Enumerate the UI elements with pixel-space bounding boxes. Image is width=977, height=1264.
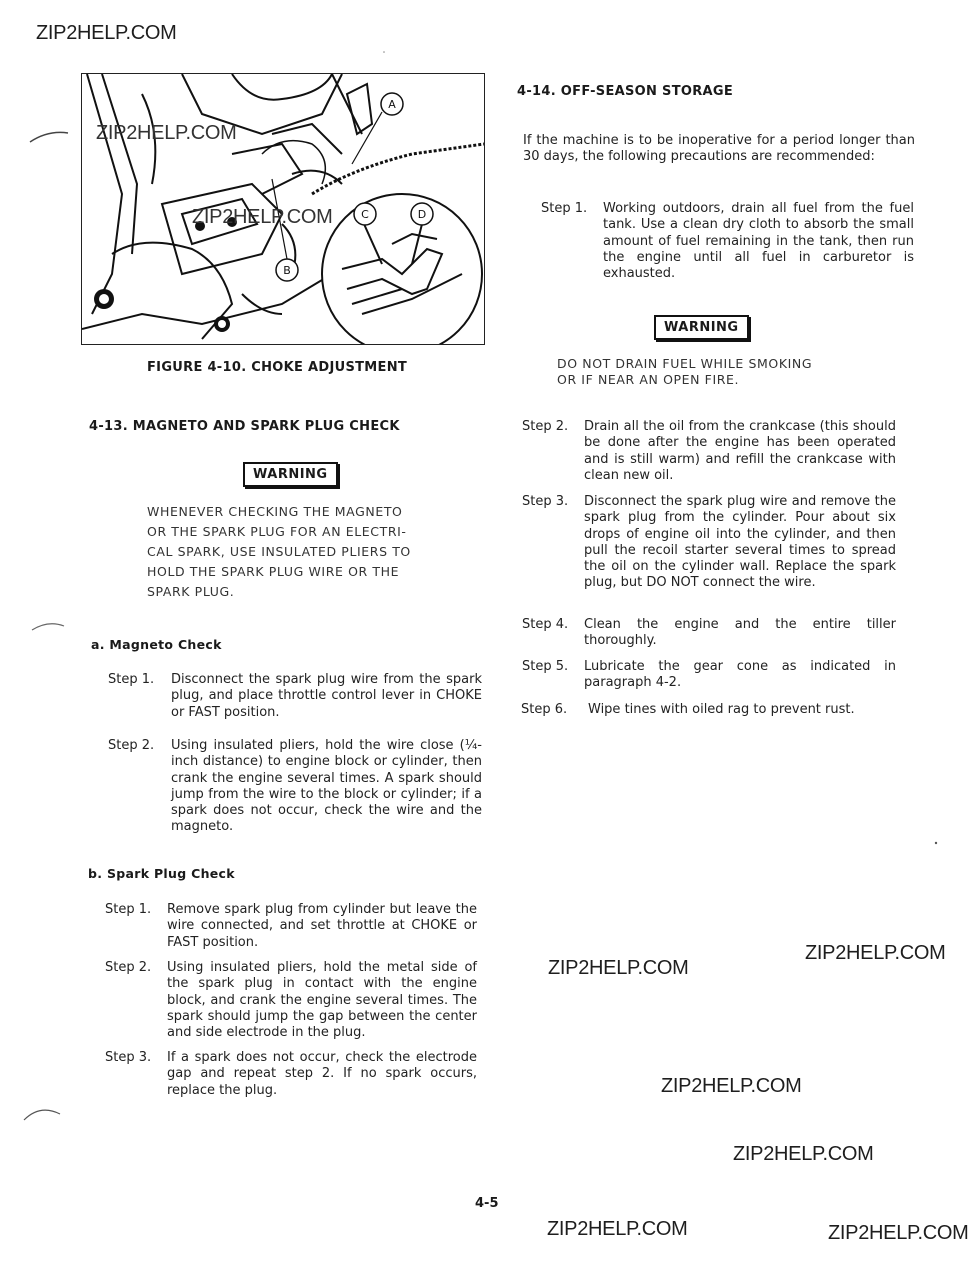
- watermark: ZIP2HELP.COM: [828, 1222, 969, 1244]
- list-item: Step 6. Wipe tines with oiled rag to prevent rust.: [521, 702, 855, 717]
- list-item: Step 3. Disconnect the spark plug wire and remove the spark plug from the cylinder. Pour about six drops of engine oil into the cylinder, and then pull the recoil starter several times to spread the oil on the cylinder wall. Replace the spark plug, but DO NOT connect the wire.: [522, 494, 896, 591]
- list-item: Step 4. Clean the engine and the entire tiller thoroughly.: [522, 617, 896, 649]
- fuel-warning-text: DO NOT DRAIN FUEL WHILE SMOKING OR IF NEAR AN OPEN FIRE.: [557, 356, 813, 387]
- watermark: ZIP2HELP.COM: [548, 957, 689, 979]
- watermark: ZIP2HELP.COM: [733, 1143, 874, 1165]
- page-number: 4-5: [475, 1196, 499, 1211]
- list-item: Step 1. Disconnect the spark plug wire from the spark plug, and place throttle control lever in CHOKE or FAST position.: [108, 672, 482, 720]
- watermark: ZIP2HELP.COM: [547, 1218, 688, 1240]
- storage-intro: If the machine is to be inoperative for a period longer than 30 days, the following precautions are recommended:: [523, 133, 915, 165]
- magneto-warning-text: WHENEVER CHECKING THE MAGNETO OR THE SPARK PLUG FOR AN ELECTRI- CAL SPARK, USE INSULATED PLIERS TO HOLD THE SPARK PLUG WIRE OR THE SPARK PLUG.: [147, 504, 411, 599]
- warning-badge: WARNING: [243, 462, 338, 487]
- watermark: ZIP2HELP.COM: [96, 122, 237, 144]
- section-4-14-heading: 4-14. OFF-SEASON STORAGE: [517, 84, 734, 99]
- list-item: Step 2. Using insulated pliers, hold the wire close (¼-inch distance) to engine block or cylinder, then crank the engine several times. A spark should jump from the wire to the block or cylinder; if a spark does not occur, check the wire and the magneto.: [108, 738, 482, 835]
- callout-b: B: [283, 264, 291, 277]
- list-item: Step 2. Using insulated pliers, hold the metal side of the spark plug in contact with the engine block, and crank the engine several times. The spark should jump the gap between the center and side electrode in the plug.: [105, 960, 477, 1041]
- warning-badge: WARNING: [654, 315, 749, 340]
- callout-d: D: [417, 208, 427, 221]
- watermark: ZIP2HELP.COM: [805, 942, 946, 964]
- magneto-check-heading: a. Magneto Check: [91, 637, 222, 652]
- list-item: Step 5. Lubricate the gear cone as indicated in paragraph 4-2.: [522, 659, 896, 691]
- list-item: Step 1. Working outdoors, drain all fuel from the fuel tank. Use a clean dry cloth to absorb the small amount of fuel remaining in the tank, then run the engine until all fuel in carburetor is exhausted.: [541, 201, 914, 282]
- figure-caption: FIGURE 4-10. CHOKE ADJUSTMENT: [147, 360, 408, 375]
- watermark: ZIP2HELP.COM: [36, 22, 177, 44]
- spark-plug-check-heading: b. Spark Plug Check: [88, 866, 235, 881]
- watermark: ZIP2HELP.COM: [661, 1075, 802, 1097]
- section-4-13-heading: 4-13. MAGNETO AND SPARK PLUG CHECK: [89, 419, 400, 434]
- list-item: Step 2. Drain all the oil from the crankcase (this should be done after the engine has been operated and is still warm) and refill the crankcase with clean new oil.: [522, 419, 896, 483]
- list-item: Step 3. If a spark does not occur, check the electrode gap and repeat step 2. If no spark occurs, replace the plug.: [105, 1050, 477, 1098]
- callout-a: A: [388, 98, 396, 111]
- list-item: Step 1. Remove spark plug from cylinder but leave the wire connected, and set throttle at CHOKE or FAST position.: [105, 902, 477, 950]
- callout-c: C: [361, 208, 369, 221]
- watermark: ZIP2HELP.COM: [192, 206, 333, 228]
